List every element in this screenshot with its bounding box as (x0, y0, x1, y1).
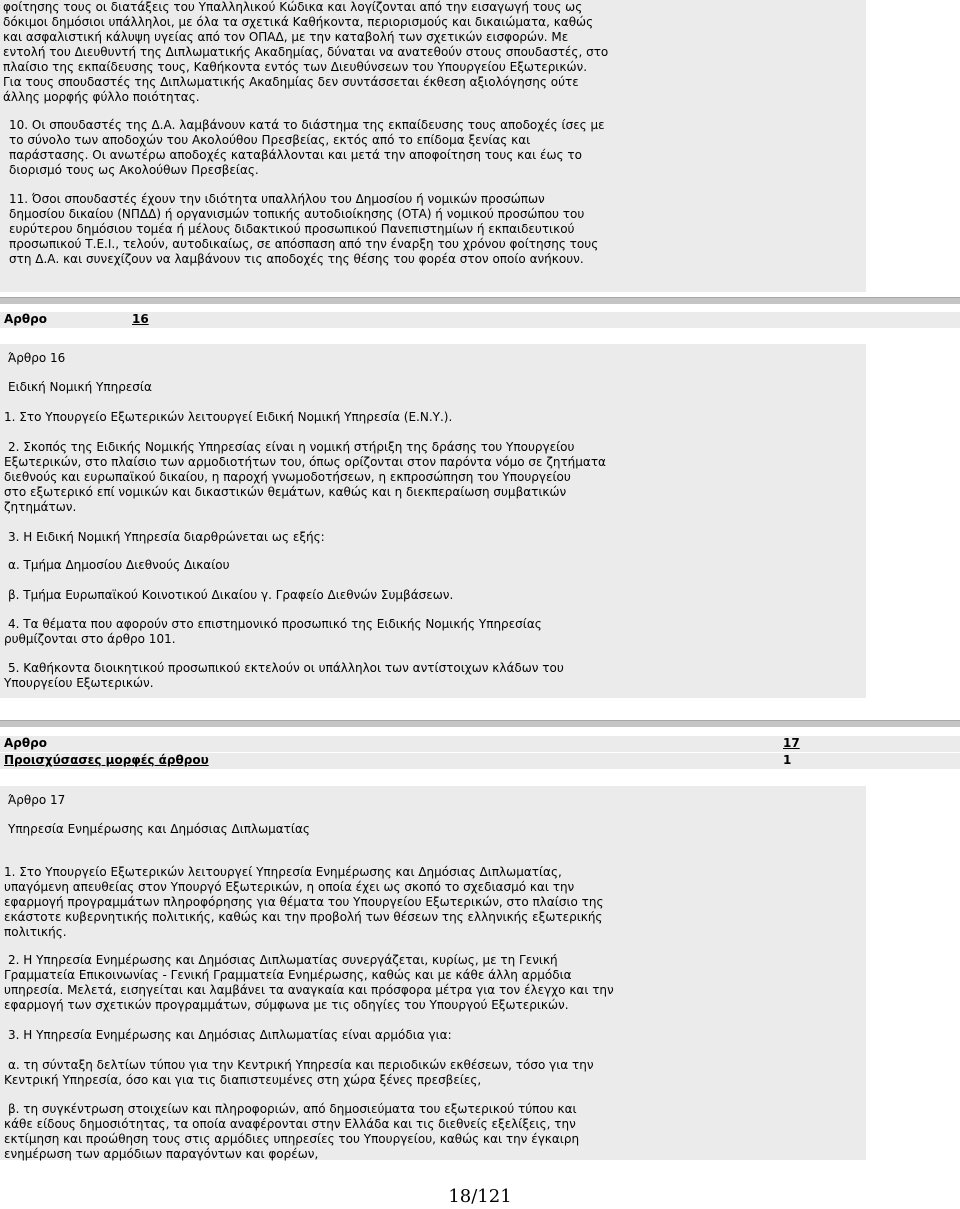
paragraph: α. Τμήμα Δημοσίου Διεθνούς Δικαίου (8, 558, 230, 572)
page-number: 18/121 (448, 1186, 512, 1207)
paragraph-11: 11. Όσοι σπουδαστές έχουν την ιδιότητα υπαλλήλου του Δημοσίου ή νομικών προσώπων δημοσίου δικαίου (ΝΠΔΔ) ή οργανισμών τοπικής αυτοδιοίκησης (ΟΤΑ) ή νομικού προσώπου του ευρύτερου δημόσιου τομέα ή μέλους διδακτικού προσωπικού Πανεπιστημίων ή εκπαιδευτικού προσωπικού Τ.Ε.Ι., τελούν, αυτοδικαίως, σε απόσπαση από την έναρξη του χρόνου φοίτησης τους στη Δ.Α. και συνεχίζουν να λαμβάνουν τις αποδοχές της θέσης του φορέα στον οποίο ανήκουν. (9, 192, 599, 266)
paragraph: 1. Στο Υπουργείο Εξωτερικών λειτουργεί Υπηρεσία Ενημέρωσης και Δημόσιας Διπλωματίας, υπαγόμενη απευθείας στον Υπουργό Εξωτερικών, η οποία έχει ως σκοπό το σχεδιασμό και την εφαρμογή προγραμμάτων πληροφόρησης για θέματα του Υπουργείου Εξωτερικών, στο πλαίσιο της εκάστοτε κυβερνητικής πολιτικής, καθώς και την προβολή των θέσεων της ελληνικής εξωτερικής πολιτικής. (4, 865, 604, 939)
previous-versions-row (0, 753, 960, 769)
paragraph: 2. Σκοπός της Ειδικής Νομικής Υπηρεσίας είναι η νομική στήριξη της δράσης του Υπουργείου Εξωτερικών, στο πλαίσιο των αρμοδιοτήτων του, όπως ορίζονται στον παρόντα νόμο σε ζητήματα διεθνούς και ευρωπαϊκού δικαίου, η παροχή γνωμοδοτήσεων, η εκπροσώπηση του Υπουργείου στο εξωτερικό επί νομικών και δικαστικών θεμάτων, καθώς και η διεκπεραίωση συμβατικών ζητημάτων. (4, 440, 606, 514)
article-label: Αρθρο (4, 312, 47, 326)
section-separator (0, 720, 960, 727)
article-heading: Άρθρο 17 (8, 793, 66, 807)
article-header-row (0, 736, 960, 752)
paragraph-10: 10. Οι σπουδαστές της Δ.Α. λαμβάνουν κατά το διάστημα της εκπαίδευσης τους αποδοχές ίσες με το σύνολο των αποδοχών του Ακολούθου Πρεσβείας, εκτός από το επίδομα ξενίας και παράστασης. Οι ανωτέρω αποδοχές καταβάλλονται και μετά την αποφοίτηση τους και έως το διορισμό τους ως Ακολούθων Πρεσβείας. (9, 118, 605, 177)
paragraph: 3. Η Υπηρεσία Ενημέρωσης και Δημόσιας Διπλωματίας είναι αρμόδια για: (8, 1028, 452, 1042)
paragraph: 4. Τα θέματα που αφορούν στο επιστημονικό προσωπικό της Ειδικής Νομικής Υπηρεσίας ρυθμίζονται στο άρθρο 101. (4, 617, 542, 646)
paragraph: β. τη συγκέντρωση στοιχείων και πληροφοριών, από δημοσιεύματα του εξωτερικού τύπου και κάθε είδους δημοσιότητας, τα οποία αναφέρονται στην Ελλάδα και τις διεθνείς εξελίξεις, την εκτίμηση και προώθηση τους στις αρμόδιες υπηρεσίες του Υπουργείου, καθώς και την έγκαιρη ενημέρωση των αρμόδιων παραγόντων και φορέων, (4, 1102, 580, 1161)
paragraph: 1. Στο Υπουργείο Εξωτερικών λειτουργεί Ειδική Νομική Υπηρεσία (Ε.Ν.Υ.). (4, 410, 453, 424)
article-label: Αρθρο (4, 736, 47, 750)
previous-versions-count: 1 (783, 753, 792, 767)
article-header-row (0, 312, 960, 328)
paragraph: β. Τμήμα Ευρωπαϊκού Κοινοτικού Δικαίου γ. Γραφείο Διεθνών Συμβάσεων. (8, 588, 454, 602)
paragraph: 3. Η Ειδική Νομική Υπηρεσία διαρθρώνεται ως εξής: (8, 530, 325, 544)
paragraph: 5. Καθήκοντα διοικητικού προσωπικού εκτελούν οι υπάλληλοι των αντίστοιχων κλάδων του Υπουργείου Εξωτερικών. (4, 661, 564, 690)
article-number-link[interactable]: 16 (132, 312, 149, 326)
section-separator (0, 297, 960, 304)
paragraph-continuation: φοίτησης τους οι διατάξεις του Υπαλληλικού Κώδικα και λογίζονται από την εισαγωγή τους ως δόκιμοι δημόσιοι υπάλληλοι, με όλα τα σχετικά Καθήκοντα, περιορισμούς και δικαιώματα, καθώς και ασφαλιστική κάλυψη υγείας από τον ΟΠΑΔ, με την καταβολή των σχετικών εισφορών. Με εντολή του Διευθυντή της Διπλωματικής Ακαδημίας, δύναται να ανατεθούν στους σπουδαστές, στο πλαίσιο της εκπαίδευσης τους, Καθήκοντα εντός των Διευθύνσεων του Υπουργείου Εξωτερικών. Για τους σπουδαστές της Διπλωματικής Ακαδημίας δεν συντάσσεται έκθεση αξιολόγησης ούτε άλλης μορφής φύλλο ποιότητας. (3, 0, 609, 104)
article-17-block (0, 786, 866, 1160)
paragraph: 2. Η Υπηρεσία Ενημέρωσης και Δημόσιας Διπλωματίας συνεργάζεται, κυρίως, με τη Γενική Γραμματεία Επικοινωνίας - Γενική Γραμματεία Ενημέρωσης, καθώς και με κάθε άλλη αρμόδια υπηρεσία. Μελετά, εισηγείται και λαμβάνει τα αναγκαία και πρόσφορα μέτρα για τον έλεγχο και την εφαρμογή των σχετικών προγραμμάτων, σύμφωνα με τις οδηγίες του Υπουργού Εξωτερικών. (4, 953, 614, 1012)
previous-versions-link[interactable]: Προισχύσασες μορφές άρθρου (4, 753, 209, 767)
article-title: Υπηρεσία Ενημέρωσης και Δημόσιας Διπλωματίας (8, 822, 310, 836)
paragraph: α. τη σύνταξη δελτίων τύπου για την Κεντρική Υπηρεσία και περιοδικών εκθέσεων, τόσο για την Κεντρική Υπηρεσία, όσο και για τις διαπιστευμένες στη χώρα ξένες πρεσβείες, (4, 1058, 594, 1087)
top-text-block (0, 0, 866, 292)
article-heading: Άρθρο 16 (8, 351, 66, 365)
article-number-link[interactable]: 17 (783, 736, 800, 750)
article-title: Ειδική Νομική Υπηρεσία (8, 380, 152, 394)
article-16-block (0, 344, 866, 698)
